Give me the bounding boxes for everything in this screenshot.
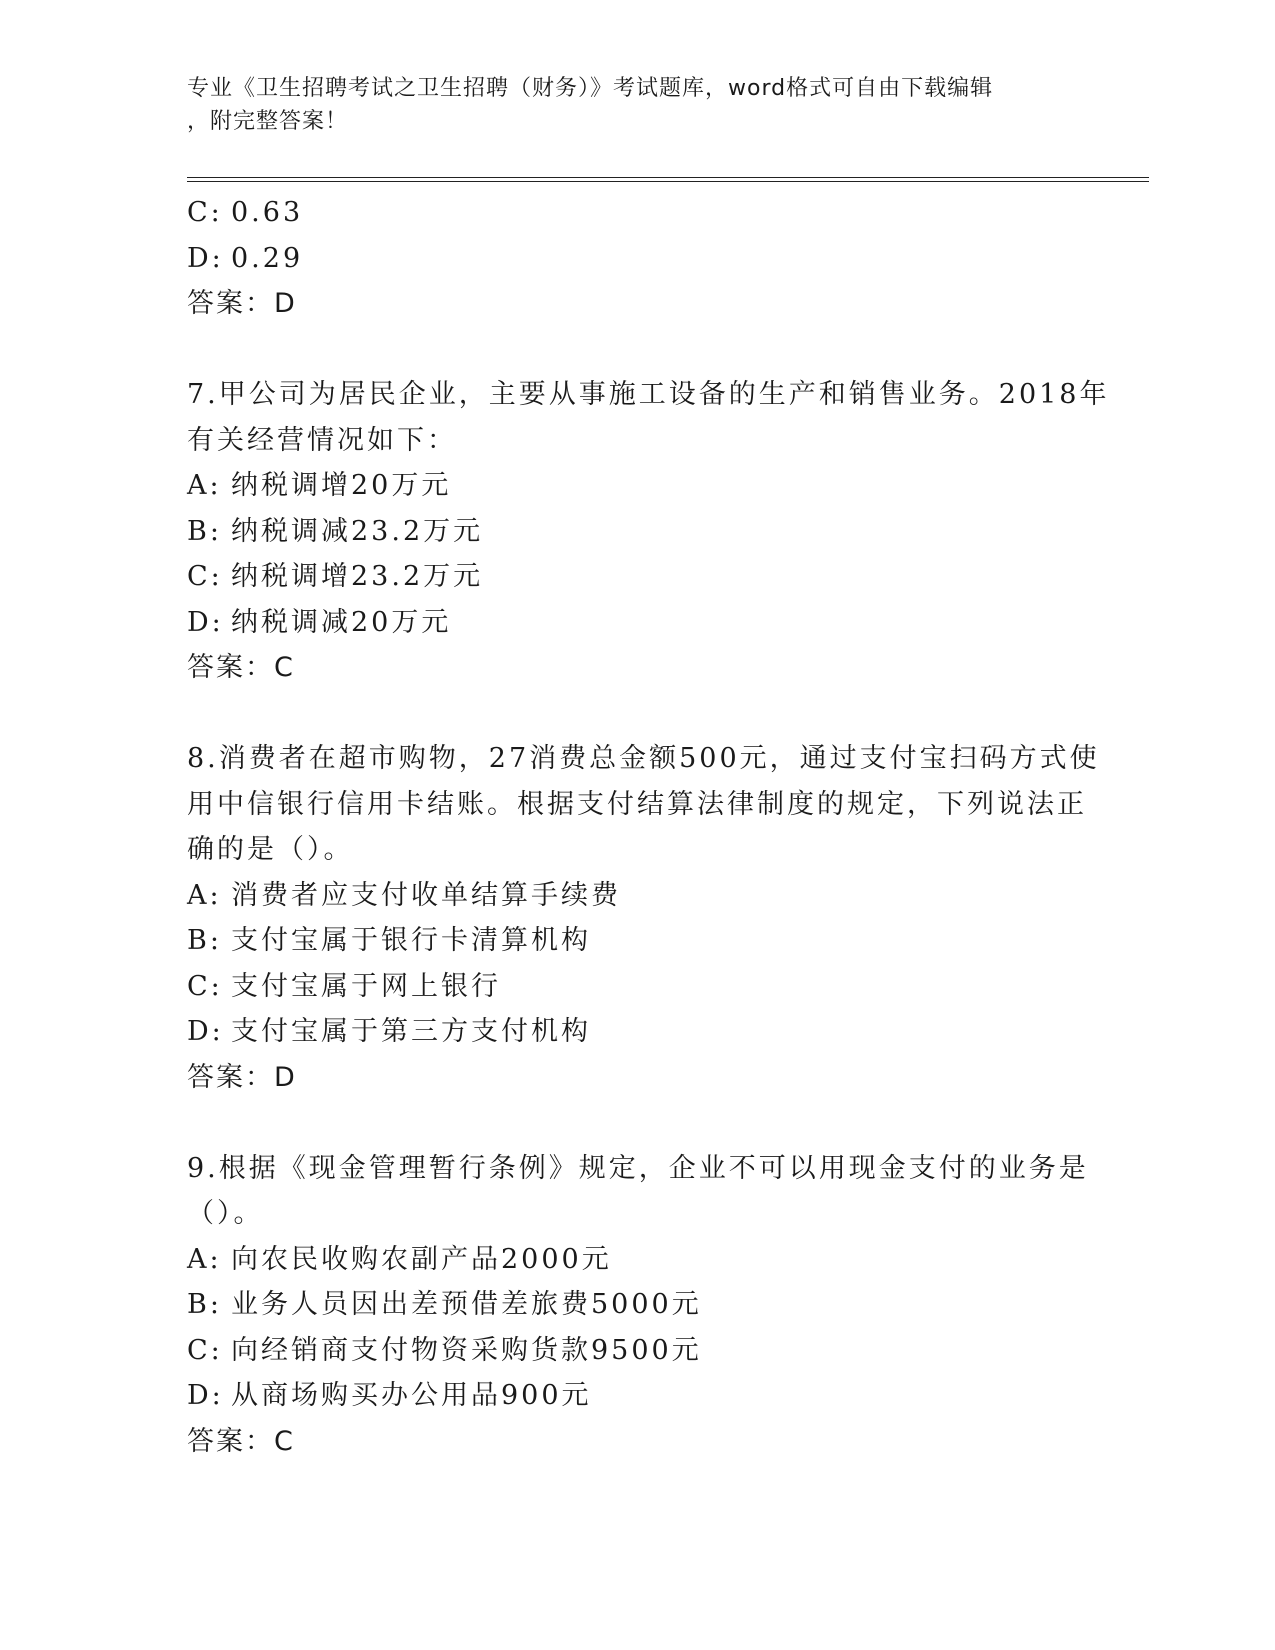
option-c (187, 964, 1087, 1010)
option-text: 从商场购买办公用品900元 (231, 1380, 592, 1411)
answer-line: 答案：D (187, 288, 297, 319)
spacer (187, 327, 1087, 373)
option-b (187, 1282, 1087, 1328)
option-text: 0.63 (231, 197, 304, 228)
option-text: 业务人员因出差预借差旅费5000元 (231, 1289, 702, 1320)
question-stem-line: （）。 (187, 1198, 264, 1229)
option-text: 纳税调增23.2万元 (231, 561, 484, 592)
option-text: 向经销商支付物资采购货款9500元 (231, 1334, 702, 1366)
option-b (187, 509, 1087, 555)
option-c (187, 1328, 1087, 1374)
question-stem-line: 用中信银行信用卡结账。根据支付结算法律制度的规定，下列说法正 (187, 788, 1087, 820)
header-line-1: 专业《卫生招聘考试之卫生招聘（财务）》考试题库，word格式可自由下载编辑 (187, 76, 994, 101)
option-a (187, 463, 1087, 509)
option-c (187, 190, 1087, 236)
document-header (187, 72, 1087, 138)
option-a (187, 873, 1087, 919)
option-label: D: (187, 242, 224, 274)
question-7 (187, 372, 1110, 691)
option-d (187, 236, 1087, 282)
option-d (187, 600, 1087, 646)
option-text: 0.29 (231, 242, 304, 274)
option-text: 消费者应支付收单结算手续费 (231, 879, 621, 911)
option-label: D: (187, 606, 224, 638)
option-label: C: (187, 197, 223, 228)
option-a (187, 1237, 1087, 1283)
spacer (187, 691, 1087, 737)
header-divider-top (187, 177, 1149, 178)
option-label: D: (187, 1016, 224, 1047)
header-line-2: ，附完整答案！ (187, 109, 349, 134)
answer-line: 答案：C (187, 652, 295, 683)
question-stem-line: 8.消费者在超市购物，27消费总金额500元，通过支付宝扫码方式使 (187, 743, 1100, 774)
answer-line: 答案：C (187, 1425, 295, 1457)
option-text: 向农民收购农副产品2000元 (231, 1243, 612, 1275)
question-stem-line: 9.根据《现金管理暂行条例》规定，企业不可以用现金支付的业务是 (187, 1152, 1089, 1184)
header-divider-bottom (187, 181, 1149, 182)
question-9 (187, 1146, 1087, 1465)
option-text: 纳税调增20万元 (231, 470, 452, 501)
option-label: C: (187, 561, 223, 592)
option-text: 纳税调减20万元 (231, 606, 452, 638)
option-text: 纳税调减23.2万元 (231, 515, 484, 547)
answer-line: 答案：D (187, 1061, 297, 1093)
question-stem-line: 确的是（）。 (187, 834, 354, 865)
option-text: 支付宝属于网上银行 (231, 970, 501, 1002)
option-label: C: (187, 1334, 223, 1366)
option-label: B: (187, 515, 222, 547)
option-label: B: (187, 925, 222, 956)
question-list (187, 190, 1110, 1464)
option-c (187, 554, 1087, 600)
option-label: C: (187, 970, 223, 1002)
option-text: 支付宝属于第三方支付机构 (231, 1016, 591, 1047)
option-label: B: (187, 1289, 222, 1320)
option-d (187, 1009, 1087, 1055)
option-label: A: (187, 1243, 222, 1275)
option-b (187, 918, 1087, 964)
question-6-continued (187, 190, 1087, 327)
question-stem-line: 有关经营情况如下： (187, 424, 457, 456)
option-label: A: (187, 470, 222, 501)
option-d (187, 1373, 1087, 1419)
option-text: 支付宝属于银行卡清算机构 (231, 925, 591, 956)
question-8 (187, 736, 1100, 1100)
option-label: A: (187, 879, 222, 911)
option-label: D: (187, 1380, 224, 1411)
question-stem-line: 7.甲公司为居民企业，主要从事施工设备的生产和销售业务。2018年 (187, 379, 1110, 410)
spacer (187, 1100, 1087, 1146)
